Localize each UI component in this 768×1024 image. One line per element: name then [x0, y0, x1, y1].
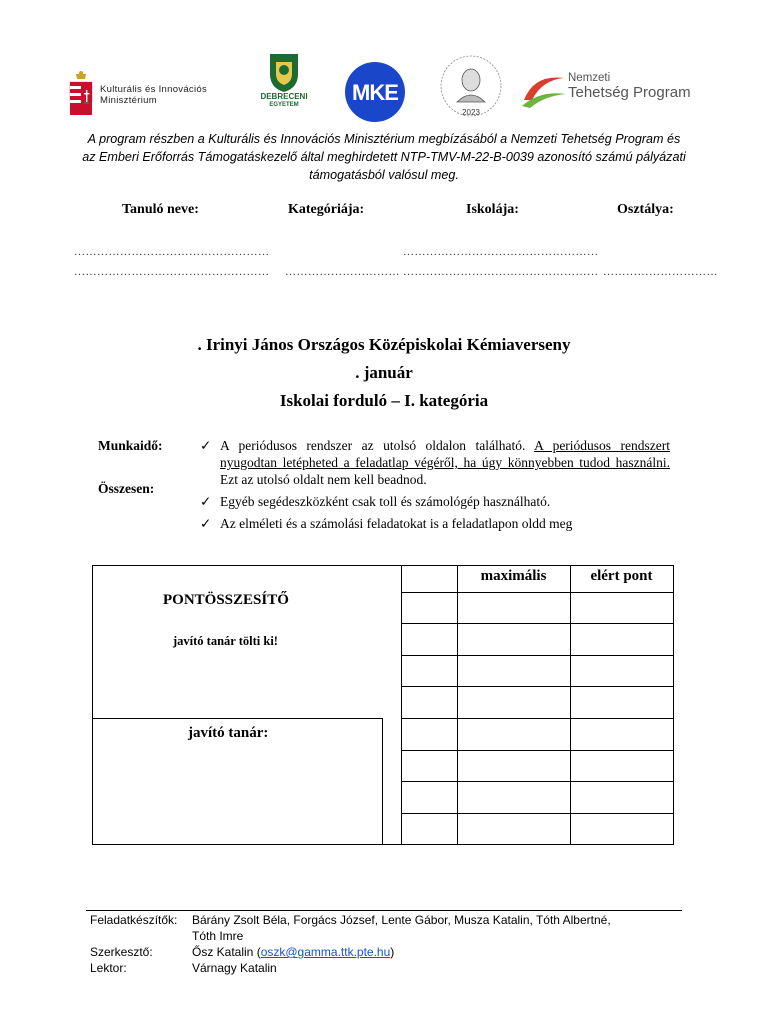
competition-date: . január [355, 363, 413, 382]
mke-text: MKE [352, 80, 398, 105]
footer-divider [86, 910, 682, 911]
student-name-field[interactable]: …………………………………………… [74, 246, 270, 258]
student-name-field-2[interactable]: …………………………………………… [74, 266, 270, 278]
checkmark-icon: ✓ [200, 438, 212, 453]
reviewer-label: Lektor: [90, 961, 127, 975]
editor-info: Ősz Katalin (oszk@gamma.ttk.pte.hu) [192, 945, 395, 959]
hungarian-coat-of-arms-icon [68, 70, 94, 116]
authors-list-cont: Tóth Imre [192, 929, 244, 943]
mke-logo [345, 62, 405, 122]
authors-list: Bárány Zsolt Béla, Forgács József, Lente Gábor, Musza Katalin, Tóth Albertné, [192, 913, 611, 927]
category-label: Kategóriája: [288, 202, 365, 217]
debrecen-line2: EGYETEM [269, 102, 299, 108]
authors-label: Feladatkészítők: [90, 913, 178, 927]
score-subtitle: javító tanár tölti ki! [173, 634, 278, 648]
ministry-name: Kulturális és Innovációs Minisztérium [100, 84, 208, 106]
irinyi-year: 2023 [462, 108, 480, 117]
instruction-item: ✓ Egyéb segédeszközként csak toll és számológép használható. [200, 494, 551, 509]
debrecen-university-logo [256, 52, 312, 120]
school-field-2[interactable]: …………………………………………… [403, 266, 599, 278]
school-field[interactable]: …………………………………………… [403, 246, 599, 258]
instructions-list [200, 437, 670, 537]
checkmark-icon: ✓ [200, 494, 212, 509]
sponsor-statement: A program részben a Kulturális és Innovációs Minisztérium megbízásából a Nemzeti Tehetség Program és az Emberi Erőforrás Támogatáskezelő által meghirdetett NTP-TMV-M-22-B-0039 azonosító számú pályázati támogatásból valósul meg. [82, 132, 686, 182]
worktime-label: Munkaidő: [98, 438, 163, 453]
teacher-label: javító tanár: [188, 725, 269, 741]
category-field[interactable]: ………………………… [285, 266, 400, 278]
score-summary-box [92, 565, 674, 845]
ntp-line1: Nemzeti [568, 72, 611, 84]
debrecen-line1: DEBRECENI [260, 92, 308, 101]
teacher-box [93, 718, 383, 845]
score-title: PONTÖSSZESÍTŐ [163, 592, 289, 608]
reviewer-name: Várnagy Katalin [192, 961, 277, 975]
student-name-label: Tanuló neve: [122, 202, 199, 217]
irinyi-competition-logo [437, 52, 505, 122]
ntp-swoosh-icon [520, 70, 568, 110]
checkmark-icon: ✓ [200, 516, 212, 531]
ntp-line2: Tehetség Program [568, 84, 691, 101]
column-achieved-header: elért pont [590, 568, 653, 584]
editor-label: Szerkesztő: [90, 945, 153, 959]
class-label: Osztálya: [617, 202, 674, 217]
class-field[interactable]: ………………………… [603, 266, 718, 278]
university-crest-icon [256, 52, 312, 92]
competition-title: . Irinyi János Országos Középiskolai Kémiaverseny [197, 335, 571, 354]
editor-email-link[interactable]: oszk@gamma.ttk.pte.hu [260, 945, 391, 959]
ministry-logo [68, 70, 238, 118]
school-label: Iskolája: [466, 202, 519, 217]
instruction-item: ✓ A periódusos rendszer az utolsó oldalon található. A periódusos rendszert nyugodtan letépheted a feladatlap végéről, ha úgy könnyebben tudod használni. Ezt az utolsó oldalt nem kell beadnod. [200, 438, 670, 487]
ntp-logo [520, 70, 700, 110]
column-max-header: maximális [480, 568, 547, 584]
round-category: Iskolai forduló – I. kategória [279, 391, 489, 410]
total-label: Összesen: [98, 481, 155, 496]
instruction-item: ✓ Az elméleti és a számolási feladatokat is a feladatlapon oldd meg [200, 516, 573, 531]
